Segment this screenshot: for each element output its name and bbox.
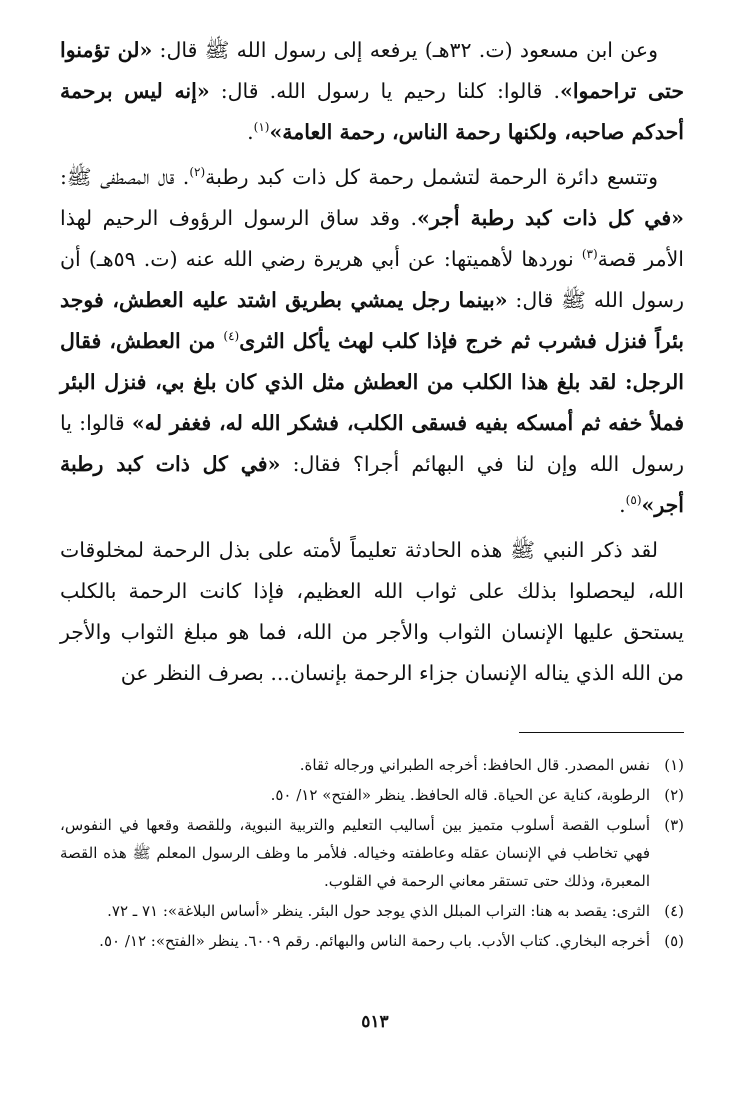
footnotes xyxy=(60,751,684,955)
footnote-text: نفس المصدر. قال الحافظ: أخرجه الطبراني ورجاله ثقاة. xyxy=(299,756,650,774)
footnote-2 xyxy=(60,781,684,809)
hadith-quote: «لن تؤمنوا حتى تراحموا» xyxy=(60,38,684,103)
text-run: . xyxy=(247,120,254,144)
paragraph-1 xyxy=(60,30,684,153)
footnote-ref-2[interactable]: (٢) xyxy=(189,165,206,180)
hadith-quote: من العطش، فقال الرجل: لقد بلغ هذا الكلب من العطش مثل الذي كان بلغ بي، فنزل البئر فملأ خفه ثم أمسكه بفيه فسقى الكلب، فشكر الله له، فغفر له» xyxy=(60,329,685,435)
footnote-3 xyxy=(60,811,684,895)
text-run: . قال المصطفى ﷺ: xyxy=(60,165,190,189)
footnote-text: الرطوبة، كناية عن الحياة. قاله الحافظ. ينظر «الفتح» ١٢/ ٥٠. xyxy=(270,786,650,804)
footnote-text: أخرجه البخاري. كتاب الأدب. باب رحمة الناس والبهائم. رقم ٦٠٠٩. ينظر «الفتح»: ١٢/ ٥٠. xyxy=(99,932,650,950)
paragraph-3: لقد ذكر النبي ﷺ هذه الحادثة تعليماً لأمته على بذل الرحمة لمخلوقات الله، ليحصلوا بذلك على ثواب الله العظيم، فإذا كانت الرحمة بالكلب يستحق عليها الإنسان الثواب والأجر من الله، فما هو مبلغ الثواب والأجر من الله الذي يناله الإنسان جزاء الرحمة بإنسان... بصرف النظر عن xyxy=(60,538,684,685)
footnote-ref-5[interactable]: (٥) xyxy=(625,493,642,508)
text-run: قالوا: يا رسول الله وإن لنا في البهائم أجرا؟ فقال: xyxy=(60,411,684,476)
footnote-number: (٥) xyxy=(664,932,684,950)
hadith-quote: «بينما رجل يمشي بطريق اشتد عليه العطش، فوجد بئراً فنزل فشرب ثم خرج فإذا كلب لهث يأكل الثرى xyxy=(60,288,684,353)
text-run: . وقد ساق الرسول الرؤوف الرحيم لهذا الأمر قصة xyxy=(60,206,684,271)
footnote-number: (١) xyxy=(664,756,684,774)
footnote-5 xyxy=(60,927,684,955)
text-run: . xyxy=(619,493,626,517)
paragraph-2 xyxy=(60,157,684,526)
footnote-text: الثرى: يقصد به هنا: التراب المبلل الذي يوجد حول البئر. ينظر «أساس البلاغة»: ٧١ ـ ٧٢. xyxy=(107,902,650,920)
text-run: . قالوا: كلنا رحيم يا رسول الله. قال: xyxy=(209,79,561,103)
page-number: ٥١٣ xyxy=(361,1012,389,1032)
footnote-ref-1[interactable]: (١) xyxy=(253,120,270,135)
text-run: نوردها لأهميتها: عن أبي هريرة رضي الله عنه (ت. ٥٩هـ) أن رسول الله ﷺ قال: xyxy=(60,247,684,312)
text-run: وتتسع دائرة الرحمة لتشمل رحمة كل ذات كبد رطبة xyxy=(205,165,658,189)
footnote-number: (٤) xyxy=(664,902,684,920)
footnote-ref-3[interactable]: (٣) xyxy=(581,247,598,262)
footnote-number: (٣) xyxy=(664,816,684,834)
footnote-4 xyxy=(60,897,684,925)
footnote-divider xyxy=(519,732,684,733)
hadith-quote: «إنه ليس برحمة أحدكم صاحبه، ولكنها رحمة الناس، رحمة العامة» xyxy=(60,79,684,144)
text-run: وعن ابن مسعود (ت. ٣٢هـ) يرفعه إلى رسول الله ﷺ قال: xyxy=(152,38,658,62)
footnote-1 xyxy=(60,751,684,779)
hadith-quote: «في كل ذات كبد رطبة أجر» xyxy=(417,206,684,230)
footnote-text: أسلوب القصة أسلوب متميز بين أساليب التعليم والتربية النبوية، وللقصة وقعها في النفوس، فهي تخاطب في الإنسان عقله وعاطفته وخياله. فلأمر ما وظف الرسول المعلم ﷺ هذه القصة المعبرة، وذلك حتى تستقر معاني الرحمة في القلوب. xyxy=(60,816,650,890)
main-text xyxy=(60,30,684,694)
hadith-quote: «في كل ذات كبد رطبة أجر» xyxy=(60,452,684,517)
footnote-ref-4[interactable]: (٤) xyxy=(223,329,240,344)
footnote-number: (٢) xyxy=(664,786,684,804)
